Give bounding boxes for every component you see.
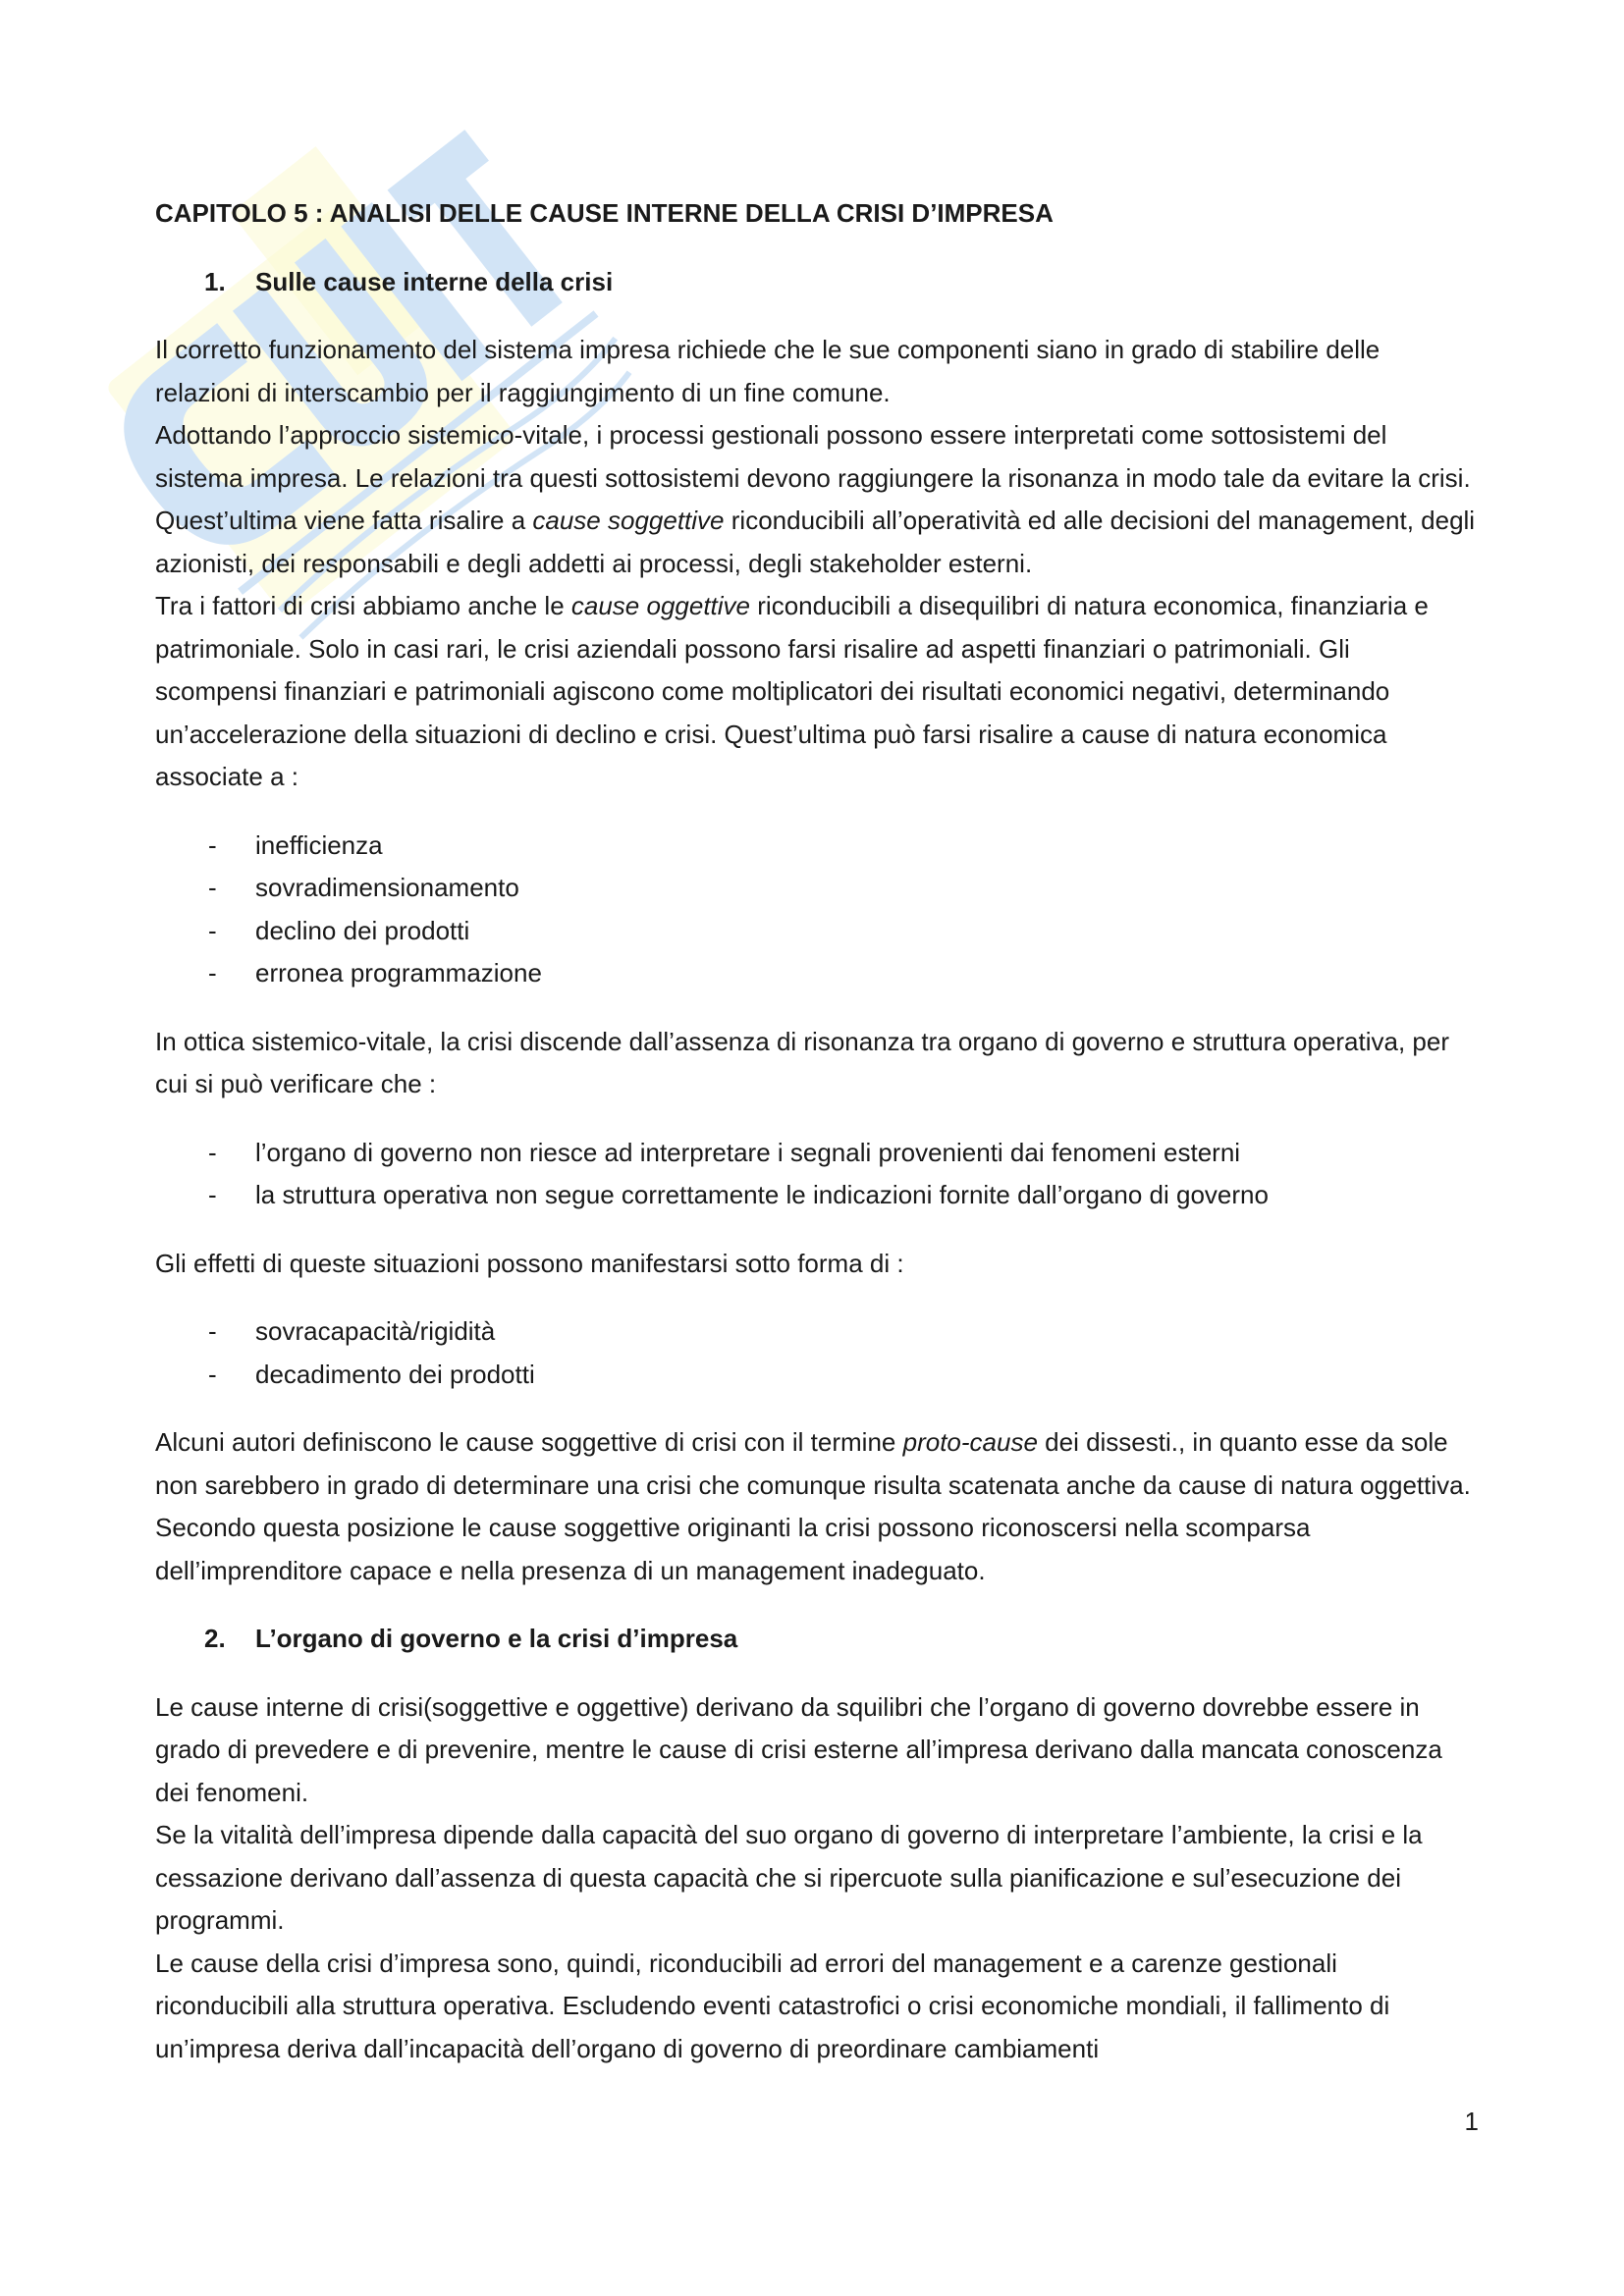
list-marker: - <box>208 829 217 860</box>
paragraph: In ottica sistemico-vitale, la crisi discende dall’assenza di risonanza tra organo di governo e struttura operativa, per cui si può verificare che : <box>155 1026 1450 1098</box>
paragraph: Il corretto funzionamento del sistema impresa richiede che le sue componenti siano in grado di stabilire delle relazioni di interscambio per il raggiungimento di un fine comune. <box>155 335 1380 407</box>
list-marker: - <box>208 1359 217 1389</box>
section-title-text: Sulle cause interne della crisi <box>255 266 614 296</box>
list-marker: - <box>208 1137 217 1167</box>
paragraph <box>155 585 1476 799</box>
list-item <box>155 910 1476 953</box>
list-marker: - <box>208 873 217 902</box>
list-marker: - <box>208 915 217 945</box>
section-heading-1 <box>155 261 1476 304</box>
list-item-text: l’organo di governo non riesce ad interpretare i segnali provenienti dai fenomeni esterni <box>255 1137 1241 1167</box>
text-run: Adottando l’approccio sistemico-vitale, i processi gestionali possono essere interpretati come sottosistemi del sistema impresa. Le relazioni tra questi sottosistemi devono raggiungere la risonanza in modo tale da evitare la crisi. Quest’ultima viene fatta risalire a <box>155 420 1471 535</box>
paragraph: Le cause della crisi d’impresa sono, quindi, riconducibili ad errori del management e a carenze gestionali riconducibili alla struttura operativa. Escludendo eventi catastrofici o crisi economiche mondiali, il fallimento di un’impresa deriva dall’incapacità dell’organo di governo di preordinare cambiamenti <box>155 1948 1390 2063</box>
list-item <box>155 952 1476 995</box>
list-marker: - <box>208 958 217 988</box>
paragraph: Gli effetti di queste situazioni possono manifestarsi sotto forma di : <box>155 1248 904 1278</box>
section-number: 2. <box>204 1624 226 1653</box>
text-run: dei dissesti., in quanto esse da sole non sarebbero in grado di determinare una crisi che comunque risulta scatenata anche da cause di natura oggettiva. Secondo questa posizione le cause soggettive originanti la crisi possono riconoscersi nella scomparsa dell’imprenditore capace e nella presenza di un management inadeguato. <box>155 1427 1471 1585</box>
bullet-list <box>155 825 1476 995</box>
section-heading-2 <box>155 1618 1476 1661</box>
paragraph: Le cause interne di crisi(soggettive e oggettive) derivano da squilibri che l’organo di governo dovrebbe essere in grado di prevedere e di prevenire, mentre le cause di crisi esterne all’impresa derivano dalla mancata conoscenza dei fenomeni. <box>155 1691 1442 1807</box>
section-number: 1. <box>204 266 226 296</box>
paragraph-block <box>155 1686 1476 2071</box>
page-number: 1 <box>1464 2107 1479 2136</box>
paragraph: Se la vitalità dell’impresa dipende dalla capacità del suo organo di governo di interpretare l’ambiente, la crisi e la cessazione derivano dall’assenza di questa capacità che si ripercuote sulla pianificazione e sul’esecuzione dei programmi. <box>155 1820 1423 1935</box>
list-item-text: erronea programmazione <box>255 958 542 988</box>
text-run: Tra i fattori di crisi abbiamo anche le <box>155 591 571 620</box>
list-item <box>155 1174 1476 1217</box>
list-item-text: la struttura operativa non segue correttamente le indicazioni fornite dall’organo di governo <box>255 1180 1269 1209</box>
list-marker: - <box>208 1316 217 1346</box>
text-run: Alcuni autori definiscono le cause soggettive di crisi con il termine <box>155 1427 903 1457</box>
list-item-text: declino dei prodotti <box>255 915 470 945</box>
list-item-text: sovracapacità/rigidità <box>255 1316 496 1346</box>
list-item <box>155 1132 1476 1175</box>
italic-term: proto-cause <box>902 1427 1038 1457</box>
list-item-text: inefficienza <box>255 829 383 860</box>
paragraph <box>155 1421 1476 1592</box>
list-item <box>155 1354 1476 1397</box>
chapter-title: CAPITOLO 5 : ANALISI DELLE CAUSE INTERNE DELLA CRISI D’IMPRESA <box>155 198 1054 228</box>
bullet-list <box>155 1310 1476 1396</box>
list-item-text: sovradimensionamento <box>255 873 519 902</box>
list-marker: - <box>208 1180 217 1209</box>
bullet-list <box>155 1132 1476 1217</box>
paragraph <box>155 414 1476 585</box>
list-item <box>155 867 1476 910</box>
list-item <box>155 825 1476 868</box>
italic-term: cause soggettive <box>532 506 725 535</box>
text-run: riconducibili a disequilibri di natura economica, finanziaria e patrimoniale. Solo in casi rari, le crisi aziendali possono farsi risalire ad aspetti finanziari o patrimoniali. Gli scompensi finanziari e patrimoniali agiscono come moltiplicatori dei risultati economici negativi, determinando un’accelerazione della situazioni di declino e crisi. Quest’ultima può farsi risalire a cause di natura economica associate a : <box>155 591 1429 791</box>
paragraph-block <box>155 329 1476 799</box>
list-item <box>155 1310 1476 1354</box>
section-title-text: L’organo di governo e la crisi d’impresa <box>255 1624 738 1653</box>
italic-term: cause oggettive <box>570 591 751 620</box>
list-item-text: decadimento dei prodotti <box>255 1359 535 1389</box>
document-body <box>155 192 1476 2096</box>
text-run: riconducibili all’operatività ed alle decisioni del management, degli azionisti, dei responsabili e degli addetti ai processi, degli stakeholder esterni. <box>155 506 1476 578</box>
